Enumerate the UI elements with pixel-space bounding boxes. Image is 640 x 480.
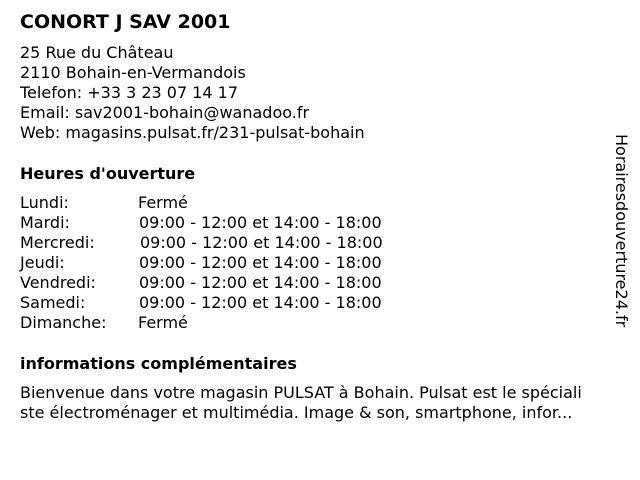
hours-row-saturday	[20, 293, 440, 313]
day-label: Samedi:	[20, 293, 86, 312]
hours-value: 09:00 - 12:00 et 14:00 - 18:00	[139, 253, 382, 272]
address-city: 2110 Bohain-en-Vermandois	[20, 63, 246, 82]
day-label: Vendredi:	[20, 273, 96, 292]
hours-value: 09:00 - 12:00 et 14:00 - 18:00	[139, 213, 382, 232]
hours-value: 09:00 - 12:00 et 14:00 - 18:00	[139, 293, 382, 312]
hours-value: Fermé	[138, 313, 188, 332]
web-line: Web: magasins.pulsat.fr/231-pulsat-bohain	[20, 123, 365, 142]
hours-row-tuesday	[20, 213, 440, 233]
info-line: Bienvenue dans votre magasin PULSAT à Bohain. Pulsat est le spéciali	[20, 383, 582, 402]
day-label: Mercredi:	[20, 233, 95, 252]
contact-block	[20, 43, 365, 143]
day-label: Dimanche:	[20, 313, 107, 332]
hours-row-monday	[20, 193, 440, 213]
opening-hours-heading: Heures d'ouverture	[20, 164, 196, 183]
hours-row-sunday	[20, 313, 440, 333]
additional-info-heading: informations complémentaires	[20, 354, 297, 373]
watermark-text: Horairesdouverture24.fr	[612, 134, 631, 328]
additional-info-text	[20, 383, 630, 423]
hours-value: 09:00 - 12:00 et 14:00 - 18:00	[140, 233, 383, 252]
info-line: ste électroménager et multimédia. Image & son, smartphone, infor...	[20, 403, 573, 422]
hours-value: Fermé	[138, 193, 188, 212]
hours-row-thursday	[20, 253, 440, 273]
phone-line: Telefon: +33 3 23 07 14 17	[20, 83, 239, 102]
hours-row-friday	[20, 273, 440, 293]
hours-value: 09:00 - 12:00 et 14:00 - 18:00	[139, 273, 382, 292]
email-line: Email: sav2001-bohain@wanadoo.fr	[20, 103, 310, 122]
hours-row-wednesday	[20, 233, 440, 253]
day-label: Mardi:	[20, 213, 70, 232]
day-label: Lundi:	[20, 193, 69, 212]
store-name: CONORT J SAV 2001	[20, 11, 231, 33]
site-watermark	[612, 134, 632, 344]
opening-hours-table	[20, 193, 440, 333]
address-street: 25 Rue du Château	[20, 43, 174, 62]
day-label: Jeudi:	[20, 253, 65, 272]
